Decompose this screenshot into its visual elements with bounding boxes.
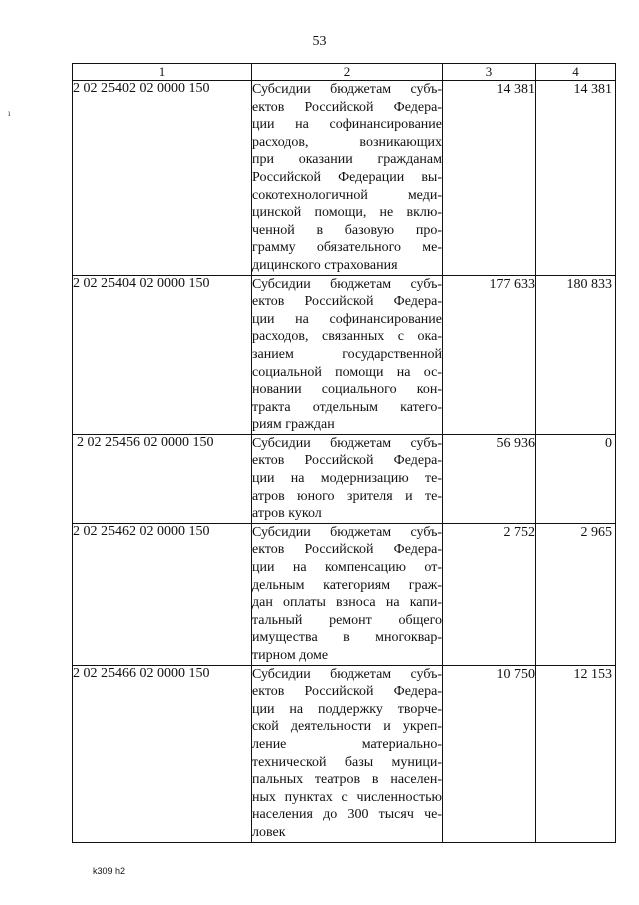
description-line: ции на софинансирование: [252, 117, 442, 133]
description-line: социальной помощи на ос-: [252, 364, 442, 380]
description-cell: [252, 665, 443, 842]
amount-col4-cell: 180 833: [536, 275, 616, 434]
description-line: технической базы муници-: [252, 754, 442, 770]
description-line: новании социального кон-: [252, 382, 442, 398]
budget-table: [72, 63, 616, 843]
description-line: дицинского страхования: [252, 257, 398, 273]
table-row: [73, 275, 616, 434]
description-line: ление материально-: [252, 736, 442, 752]
footer-code: k309 h2: [93, 866, 126, 876]
description-line: ектов Российской Федера-: [252, 294, 442, 310]
column-header-3: 3: [443, 64, 536, 81]
amount-col3-cell: 177 633: [443, 275, 536, 434]
table-row: [73, 665, 616, 842]
table-header-row: [73, 64, 616, 81]
description-line: Субсидии бюджетам субъ-: [252, 82, 442, 97]
page-number: 53: [312, 34, 327, 49]
amount-col4-cell: 12 153: [536, 665, 616, 842]
description-line: ской деятельности и укреп-: [252, 719, 442, 735]
description-line: Субсидии бюджетам субъ-: [252, 276, 442, 292]
amount-col4-cell: 14 381: [536, 81, 616, 276]
description-line: ектов Российской Федера-: [252, 684, 442, 700]
amount-col3-cell: 56 936: [443, 434, 536, 523]
description-line: атров юного зрителя и те-: [252, 488, 442, 504]
description-line: ных пунктах с численностью: [252, 789, 442, 805]
scan-mark: ı: [8, 108, 11, 118]
budget-code-cell: 2 02 25466 02 0000 150: [73, 665, 252, 842]
description-line: ектов Российской Федера-: [252, 99, 442, 115]
description-line: имущества в многоквар-: [252, 630, 442, 646]
amount-col3-cell: 14 381: [443, 81, 536, 276]
description-line: Субсидии бюджетам субъ-: [252, 435, 442, 451]
description-line: тирном доме: [252, 648, 329, 663]
description-line: тальный ремонт общего: [252, 612, 442, 628]
description-line: дан оплаты взноса на капи-: [252, 595, 442, 611]
amount-col3-cell: 2 752: [443, 523, 536, 665]
description-line: Российской Федерации вы-: [252, 169, 442, 185]
description-line: Субсидии бюджетам субъ-: [252, 524, 442, 540]
description-cell: [252, 275, 443, 434]
description-line: грамму обязательного ме-: [252, 240, 442, 256]
budget-code-cell: 2 02 25456 02 0000 150: [73, 434, 252, 523]
table-row: [73, 523, 616, 665]
amount-col4-cell: 0: [536, 434, 616, 523]
description-cell: [252, 81, 443, 276]
budget-code-cell: 2 02 25462 02 0000 150: [73, 523, 252, 665]
description-line: ции на поддержку творче-: [252, 701, 442, 717]
description-line: ектов Российской Федера-: [252, 542, 442, 558]
description-cell: [252, 523, 443, 665]
table-body: [73, 81, 616, 843]
description-line: ченной в базовую про-: [252, 222, 442, 238]
description-line: расходов, возникающих: [252, 134, 442, 150]
description-line: ции на софинансирование: [252, 311, 442, 327]
description-line: ции на компенсацию от-: [252, 560, 442, 576]
description-line: при оказании гражданам: [252, 152, 442, 168]
table-row: [73, 434, 616, 523]
description-line: тракта отдельным катего-: [252, 399, 442, 415]
description-line: цинской помощи, не вклю-: [252, 205, 442, 221]
description-line: Субсидии бюджетам субъ-: [252, 666, 442, 682]
amount-col3-cell: 10 750: [443, 665, 536, 842]
description-line: атров кукол: [252, 506, 322, 522]
description-line: населения до 300 тысяч че-: [252, 807, 442, 823]
description-cell: [252, 434, 443, 523]
column-header-2: 2: [252, 64, 443, 81]
description-line: расходов, связанных с ока-: [252, 329, 442, 345]
description-line: ектов Российской Федера-: [252, 453, 442, 469]
description-line: ции на модернизацию те-: [252, 471, 442, 487]
table-row: [73, 81, 616, 276]
budget-code-cell: 2 02 25402 02 0000 150: [73, 81, 252, 276]
column-header-1: 1: [73, 64, 252, 81]
budget-code-cell: 2 02 25404 02 0000 150: [73, 275, 252, 434]
description-line: дельным категориям граж-: [252, 577, 442, 593]
column-header-4: 4: [536, 64, 616, 81]
description-line: занием государственной: [252, 346, 442, 362]
description-line: ловек: [252, 824, 286, 840]
description-line: сокотехнологичной меди-: [252, 187, 442, 203]
description-line: риям граждан: [252, 417, 335, 433]
amount-col4-cell: 2 965: [536, 523, 616, 665]
description-line: пальных театров в населен-: [252, 772, 442, 788]
